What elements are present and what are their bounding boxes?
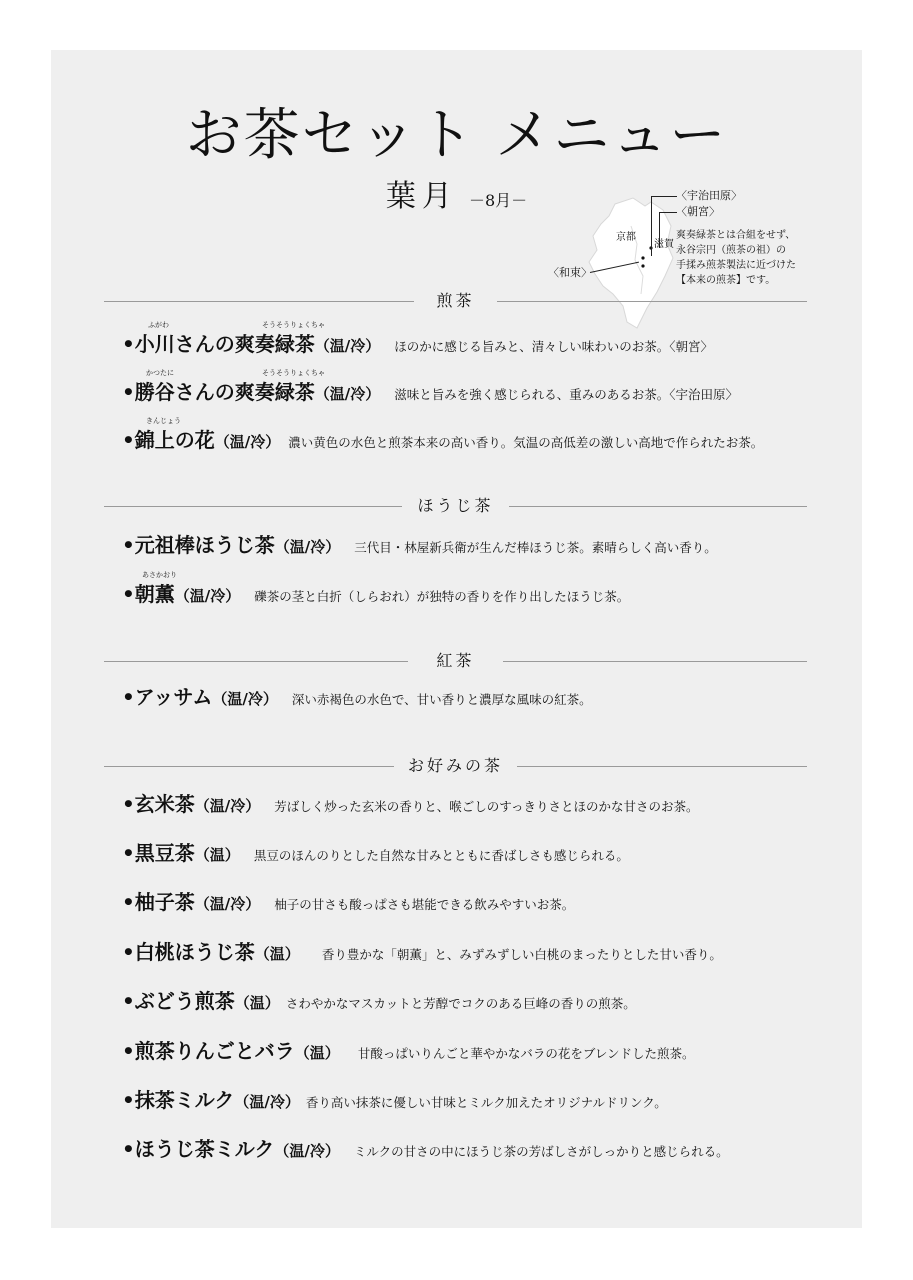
menu-subtitle xyxy=(0,179,913,214)
item-temp: （温/冷） xyxy=(314,337,381,355)
item-temp: （温/冷） xyxy=(234,1093,300,1111)
map-point-wazuka xyxy=(641,264,644,267)
item-desc: 三代目・林屋新兵衛が生んだ棒ほうじ茶。素晴らしく高い香り。 xyxy=(354,540,717,555)
item-temp: （温/冷） xyxy=(214,433,281,451)
menu-item xyxy=(122,892,574,912)
section-heading-koucha xyxy=(104,651,807,671)
item-temp: （温） xyxy=(254,945,300,963)
item-desc: 香り豊かな「朝薫」と、みずみずしい白桃のまったりとした甘い香り。 xyxy=(321,947,722,962)
ruby: かつたに xyxy=(146,369,174,377)
item-desc: 黒豆のほんのりとした自然な甘みとともに香ばしさも感じられる。 xyxy=(253,848,629,863)
map-note-line: 爽奏緑茶とは合組をせず、 xyxy=(676,230,796,241)
menu-item xyxy=(122,1139,729,1159)
map-label-wazuka: 〈和束〉 xyxy=(548,266,592,279)
map-label-asamiya: 〈朝宮〉 xyxy=(676,205,720,218)
item-temp: （温/冷） xyxy=(174,587,241,605)
menu-item xyxy=(122,794,699,814)
section-title: お好みの茶 xyxy=(407,756,503,775)
map-leader-asamiya-h xyxy=(659,212,677,213)
item-name: •玄米茶 xyxy=(122,792,195,816)
menu-item xyxy=(122,334,713,354)
item-name: •ぶどう煎茶 xyxy=(122,989,235,1013)
item-temp: （温/冷） xyxy=(314,385,381,403)
map-leader-ujitawara xyxy=(651,196,652,256)
ruby: ふがわ xyxy=(148,321,169,329)
menu-item xyxy=(122,942,722,962)
item-temp: （温） xyxy=(194,846,240,864)
menu-item xyxy=(122,430,763,450)
ruby: あさかおり xyxy=(142,571,177,579)
item-name: •柚子茶 xyxy=(122,890,195,914)
item-temp: （温） xyxy=(234,994,280,1012)
menu-item xyxy=(122,991,636,1011)
menu-item xyxy=(122,687,592,707)
menu-item xyxy=(122,382,738,402)
item-name: •小川さんの爽奏緑茶 xyxy=(122,332,315,356)
item-name: •勝谷さんの爽奏緑茶 xyxy=(122,380,315,404)
item-name: •元祖棒ほうじ茶 xyxy=(122,533,275,557)
month-number: －8月－ xyxy=(468,191,528,210)
map-leader-ujitawara-h xyxy=(651,196,677,197)
section-title: 紅茶 xyxy=(436,651,475,670)
item-name: •黒豆茶 xyxy=(122,841,195,865)
item-name: •朝薫 xyxy=(122,582,175,606)
item-name: •錦上の花 xyxy=(122,428,215,452)
month-name: 葉月 xyxy=(385,179,458,214)
item-name: •ほうじ茶ミルク xyxy=(122,1137,275,1161)
map-note-line: 永谷宗円（煎茶の祖）の xyxy=(676,245,786,256)
item-temp: （温/冷） xyxy=(274,538,341,556)
section-heading-okonomi xyxy=(104,756,807,776)
map-point-ujitawara xyxy=(641,256,644,259)
section-title: 煎茶 xyxy=(436,291,475,310)
ruby: そうそうりょくちゃ xyxy=(262,369,325,377)
menu-item xyxy=(122,1041,695,1061)
item-desc: 深い赤褐色の水色で、甘い香りと濃厚な風味の紅茶。 xyxy=(291,692,592,707)
item-desc: 柚子の甘さも酸っぱさも堪能できる飲みやすいお茶。 xyxy=(274,897,575,912)
map-label-shiga: 滋賀 xyxy=(654,239,674,250)
item-temp: （温/冷） xyxy=(274,1142,340,1160)
item-desc: 礫茶の茎と白折（しらおれ）が独特の香りを作り出したほうじ茶。 xyxy=(254,589,630,604)
map-note-line: 【本来の煎茶】です。 xyxy=(676,275,776,286)
ruby: そうそうりょくちゃ xyxy=(262,321,325,329)
menu-item xyxy=(122,1090,667,1110)
item-name: •抹茶ミルク xyxy=(122,1088,235,1112)
map-label-kyoto: 京都 xyxy=(616,232,636,243)
item-desc: 滋味と旨みを強く感じられる、重みのあるお茶。〈宇治田原〉 xyxy=(394,387,739,402)
item-temp: （温/冷） xyxy=(212,690,278,708)
menu-title: お茶セット メニュー xyxy=(185,103,728,168)
map-note-line: 手揉み煎茶製法に近づけた xyxy=(676,260,796,271)
item-desc: 甘酸っぱいりんごと華やかなバラの花をブレンドした煎茶。 xyxy=(357,1046,695,1061)
item-temp: （温/冷） xyxy=(194,797,261,815)
item-desc: 濃い黄色の水色と煎茶本来の高い香り。気温の高低差の激しい高地で作られたお茶。 xyxy=(288,435,764,450)
item-desc: ミルクの甘さの中にほうじ茶の芳ばしさがしっかりと感じられる。 xyxy=(353,1144,729,1159)
menu-item xyxy=(122,535,717,555)
ruby: きんじょう xyxy=(146,417,181,425)
menu-item xyxy=(122,584,629,604)
item-name: •白桃ほうじ茶 xyxy=(122,940,255,964)
item-desc: 香り高い抹茶に優しい甘味とミルク加えたオリジナルドリンク。 xyxy=(305,1095,667,1110)
item-temp: （温） xyxy=(294,1044,340,1062)
item-name: •アッサム xyxy=(122,685,213,709)
item-desc: さわやかなマスカットと芳醇でコクのある巨峰の香りの煎茶。 xyxy=(285,996,636,1011)
section-heading-houjicha xyxy=(104,496,807,516)
item-desc: 芳ばしく炒った玄米の香りと、喉ごしのすっきりさとほのかな甘さのお茶。 xyxy=(274,799,699,814)
section-title: ほうじ茶 xyxy=(417,496,494,515)
item-temp: （温/冷） xyxy=(194,895,261,913)
item-desc: ほのかに感じる旨みと、清々しい味わいのお茶。〈朝宮〉 xyxy=(394,339,714,354)
menu-item xyxy=(122,843,629,863)
section-heading-sencha xyxy=(104,291,807,311)
map-label-ujitawara: 〈宇治田原〉 xyxy=(676,189,742,202)
map-note xyxy=(676,228,816,288)
item-name: •煎茶りんごとバラ xyxy=(122,1039,295,1063)
